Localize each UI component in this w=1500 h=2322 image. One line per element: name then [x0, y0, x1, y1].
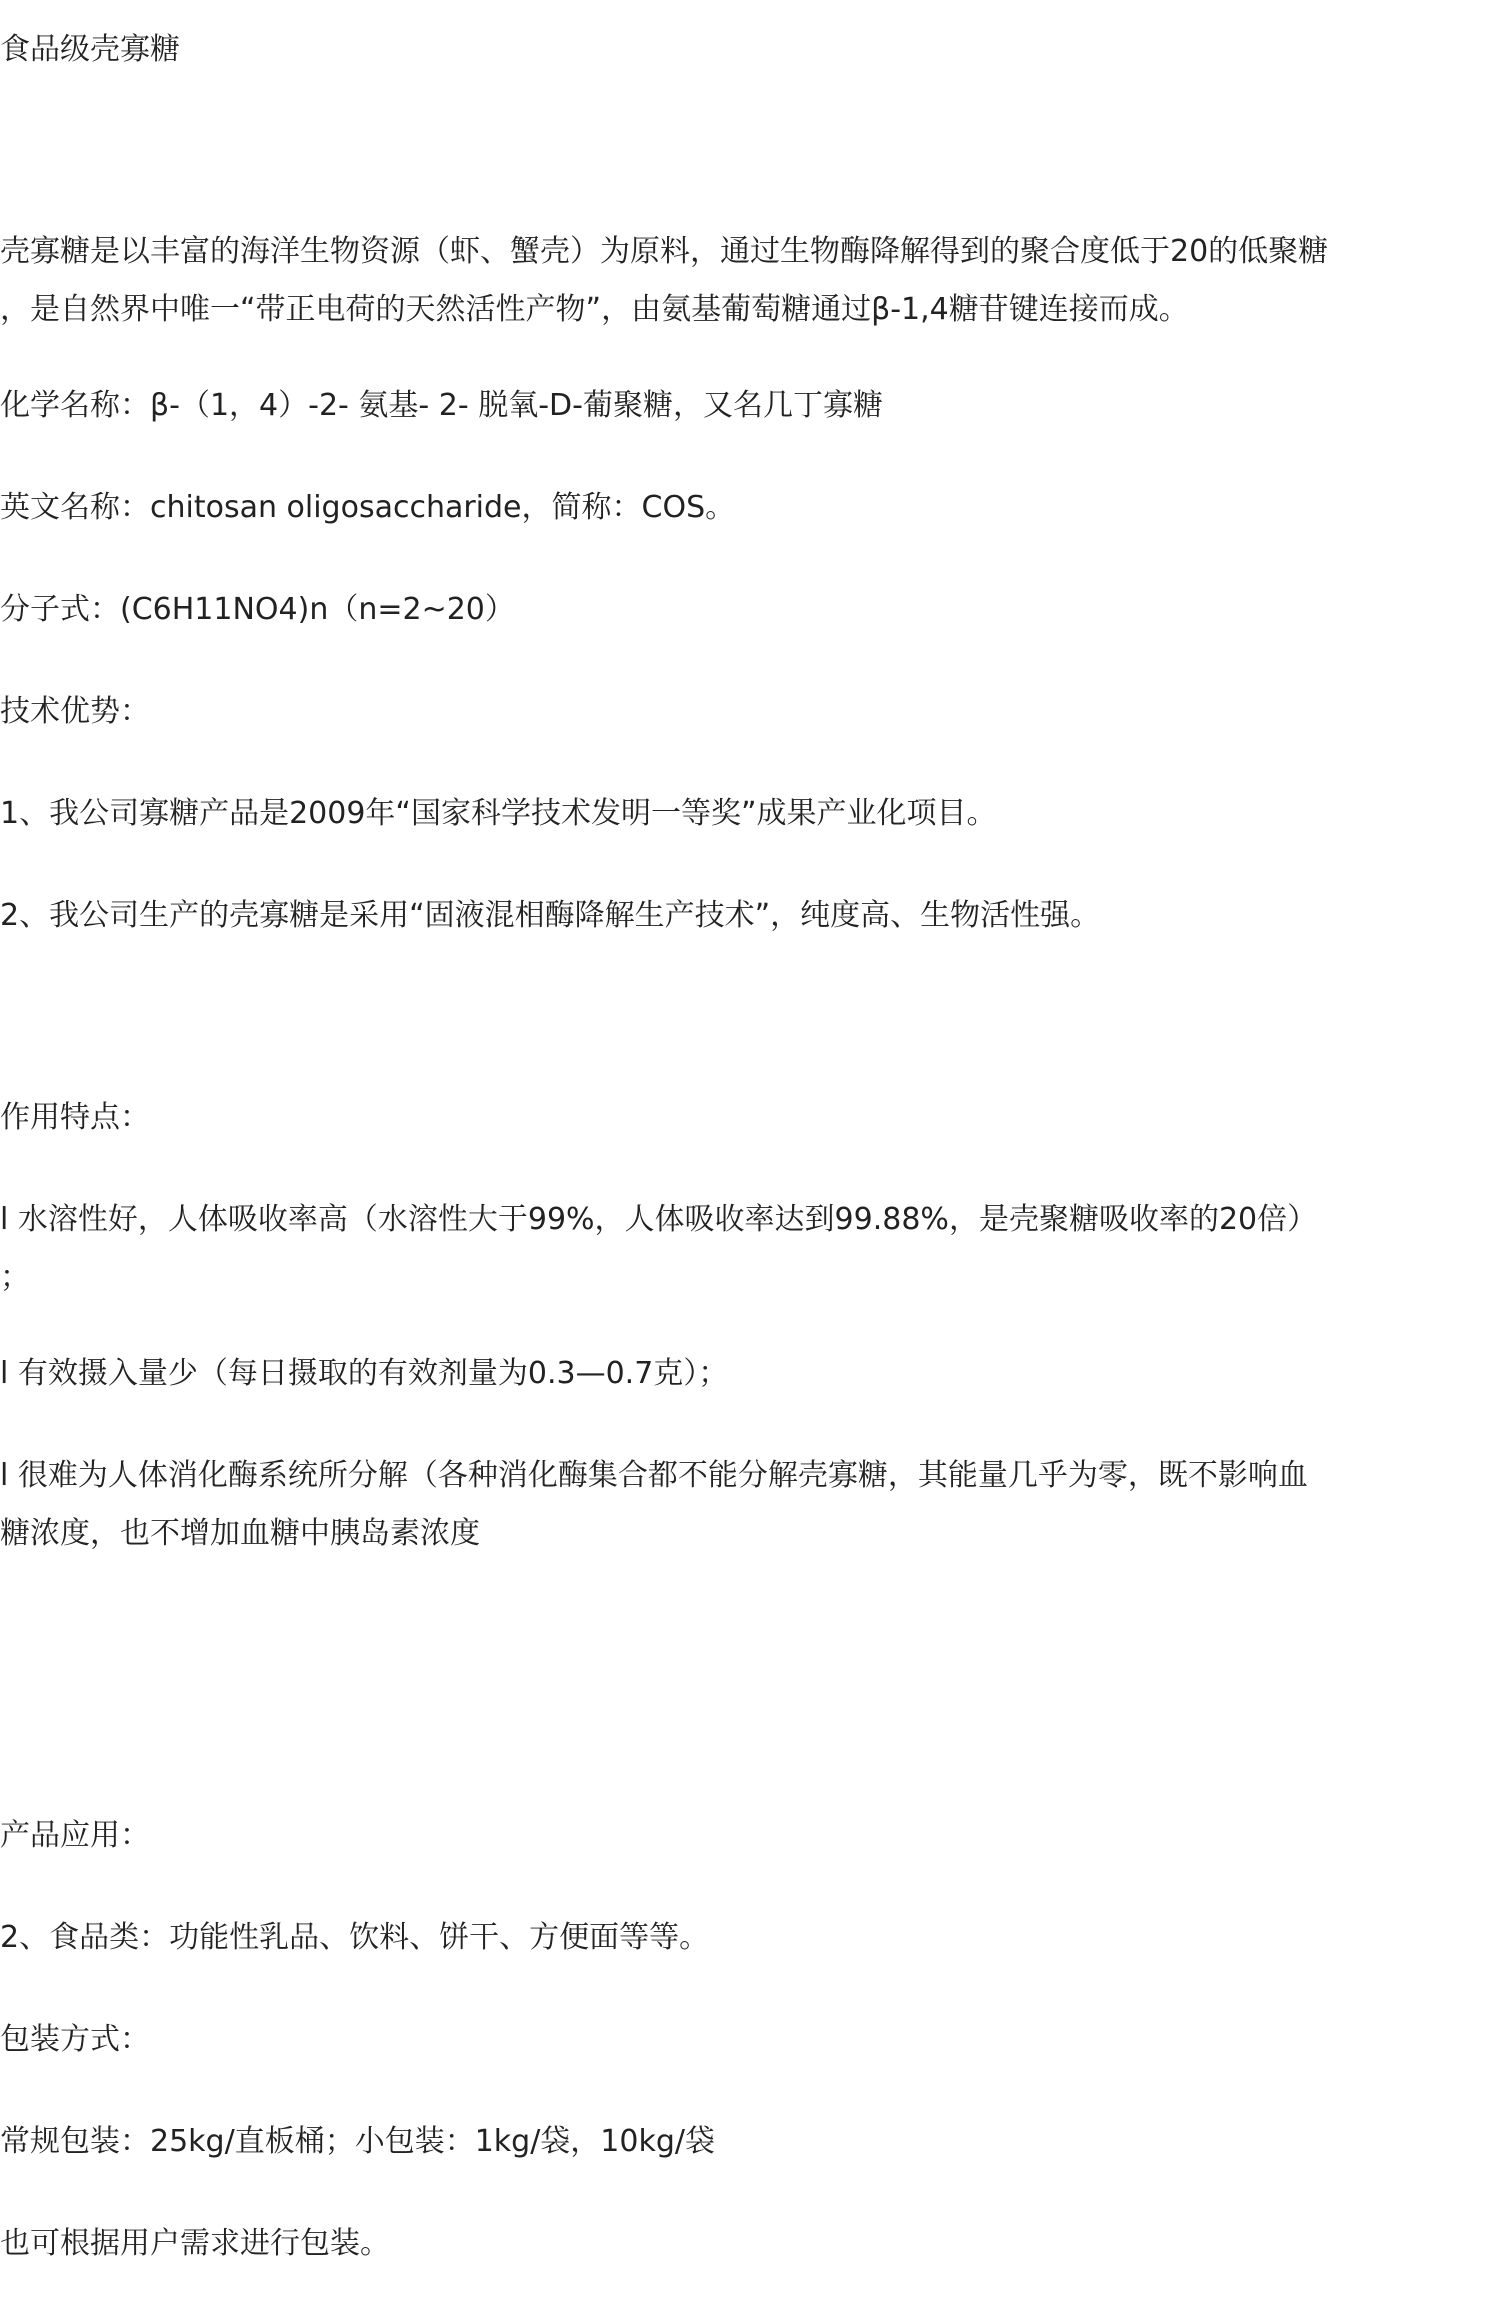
intro-line-2: ，是自然界中唯一“带正电荷的天然活性产物”，由氨基葡萄糖通过β-1,4糖苷键连接而成。: [0, 292, 1189, 327]
english-name: 英文名称：chitosan oligosaccharide，简称：COS。: [0, 490, 736, 525]
tech-advantage-heading: 技术优势：: [0, 694, 150, 729]
application-item: 2、食品类：功能性乳品、饮料、饼干、方便面等等。: [0, 1920, 710, 1955]
packaging-heading: 包装方式：: [0, 2022, 150, 2057]
feature-item-3-line-1: l 很难为人体消化酶系统所分解（各种消化酶集合都不能分解壳寡糖，其能量几乎为零，既不影响血: [0, 1458, 1308, 1493]
feature-item-3-line-2: 糖浓度，也不增加血糖中胰岛素浓度: [0, 1516, 480, 1551]
intro-line-1: 壳寡糖是以丰富的海洋生物资源（虾、蟹壳）为原料，通过生物酶降解得到的聚合度低于20的低聚糖: [0, 234, 1329, 269]
features-heading: 作用特点：: [0, 1100, 150, 1135]
packaging-custom: 也可根据用户需求进行包装。: [0, 2226, 390, 2261]
molecular-formula: 分子式：(C6H11NO4)n（n=2~20）: [0, 592, 515, 627]
feature-item-1-line-1: l 水溶性好，人体吸收率高（水溶性大于99%，人体吸收率达到99.88%，是壳聚糖吸收率的20倍）: [0, 1202, 1318, 1237]
application-heading: 产品应用：: [0, 1818, 150, 1853]
page-title: 食品级壳寡糖: [0, 32, 180, 67]
packaging-regular: 常规包装：25kg/直板桶；小包装：1kg/袋，10kg/袋: [0, 2124, 716, 2159]
tech-advantage-item-1: 1、我公司寡糖产品是2009年“国家科学技术发明一等奖”成果产业化项目。: [0, 796, 997, 831]
feature-item-2: l 有效摄入量少（每日摄取的有效剂量为0.3—0.7克）；: [0, 1356, 729, 1391]
tech-advantage-item-2: 2、我公司生产的壳寡糖是采用“固液混相酶降解生产技术”，纯度高、生物活性强。: [0, 898, 1101, 933]
chemical-name: 化学名称：β-（1，4）-2- 氨基- 2- 脱氧-D-葡聚糖，又名几丁寡糖: [0, 388, 883, 423]
feature-item-1-line-2: ；: [0, 1260, 30, 1295]
